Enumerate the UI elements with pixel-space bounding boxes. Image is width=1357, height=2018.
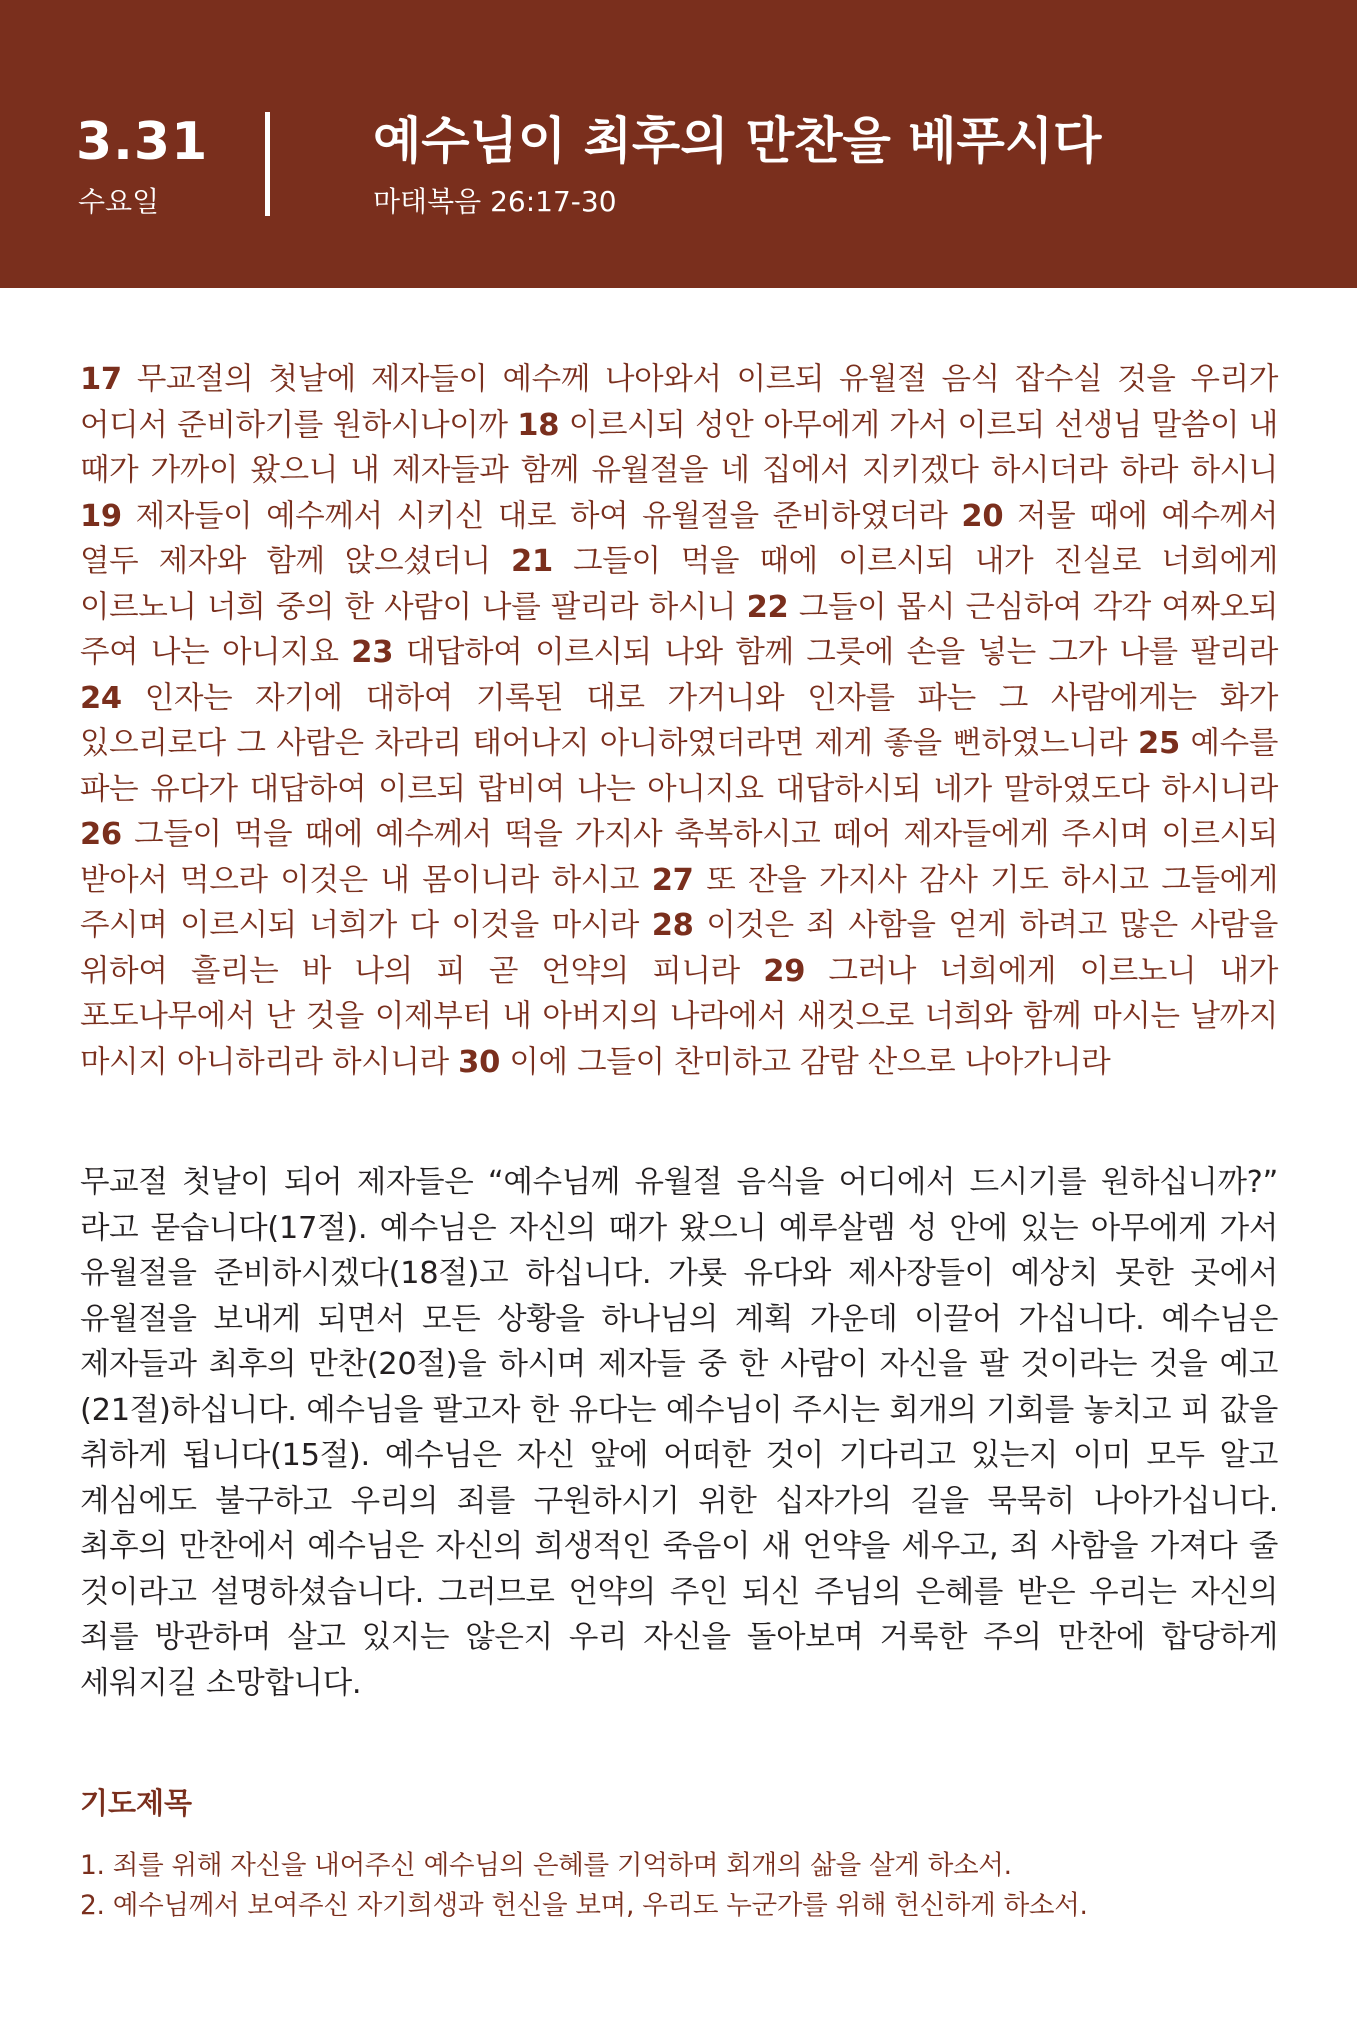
verse-text: 그들이 먹을 때에 이르시되 내가 진실로 너희에게 이르노니 너희 중의 한 사람이 나를 팔리라 하시니 bbox=[80, 544, 1278, 625]
verse-text: 그러나 너희에게 이르노니 내가 포도나무에서 난 것을 이제부터 내 아버지의 나라에서 새것으로 너희와 함께 마시는 날까지 마시지 아니하리라 하시니라 bbox=[80, 953, 1278, 1080]
verse-number: 27 bbox=[651, 862, 694, 898]
verse-number: 19 bbox=[80, 498, 122, 534]
verse-text: 그들이 몹시 근심하여 각각 여짜오되 주여 나는 아니지요 bbox=[80, 589, 1279, 670]
verse-number: 25 bbox=[1138, 726, 1180, 761]
verse-number: 22 bbox=[746, 589, 789, 625]
prayer-heading: 기도제목 bbox=[80, 1786, 193, 1820]
header-divider bbox=[265, 112, 270, 216]
verse-text: 인자는 자기에 대하여 기록된 대로 가거니와 인자를 파는 그 사람에게는 화가 있으리로다 그 사람은 차라리 태어나지 아니하였더라면 제게 좋을 뻔하였느니라 bbox=[80, 680, 1278, 761]
scripture-passage bbox=[80, 357, 1278, 1085]
verse-text: 이것은 죄 사함을 얻게 하려고 많은 사람을 위하여 흘리는 바 나의 피 곧 언약의 피니라 bbox=[80, 908, 1278, 989]
prayer-list bbox=[80, 1846, 1278, 1926]
date: 3.31 bbox=[76, 112, 209, 172]
verse-number: 21 bbox=[511, 544, 553, 579]
verse-text: 저물 때에 예수께서 열두 제자와 함께 앉으셨더니 bbox=[80, 498, 1278, 579]
verse-text: 또 잔을 가지사 감사 기도 하시고 그들에게 주시며 이르시되 너희가 다 이것을 마시라 bbox=[80, 862, 1278, 943]
verse-text: 이르시되 성안 아무에게 가서 이르되 선생님 말씀이 내 때가 가까이 왔으니 내 제자들과 함께 유월절을 네 집에서 지키겠다 하시더라 하라 하시니 bbox=[80, 407, 1278, 488]
verse-text: 제자들이 예수께서 시키신 대로 하여 유월절을 준비하였더라 bbox=[121, 498, 962, 534]
verse-number: 18 bbox=[517, 407, 560, 443]
verse-text: 그들이 먹을 때에 예수께서 떡을 가지사 축복하시고 떼어 제자들에게 주시며 이르시되 받아서 먹으라 이것은 내 몸이니라 하시고 bbox=[80, 817, 1278, 898]
verse-number: 24 bbox=[80, 680, 122, 716]
verse-number: 28 bbox=[651, 908, 694, 943]
header-band bbox=[0, 0, 1357, 288]
verse-number: 29 bbox=[763, 953, 806, 989]
scripture-reference: 마태복음 26:17-30 bbox=[373, 185, 617, 218]
verse-number: 20 bbox=[961, 498, 1004, 534]
weekday: 수요일 bbox=[78, 185, 160, 218]
commentary-text: 무교절 첫날이 되어 제자들은 “예수님께 유월절 음식을 어디에서 드시기를 원하십니까?” 라고 묻습니다(17절). 예수님은 자신의 때가 왔으니 예루살렘 성 안에 있는 아무에게 가서 유월절을 준비하시겠다(18절)고 하십니다. 가룟 유다와 제사장들이 예상치 못한 곳에서 유월절을 보내게 되면서 모든 상황을 하나님의 계획 가운데 이끌어 가십니다. 예수님은 제자들과 최후의 만찬(20절)을 하시며 제자들 중 한 사람이 자신을 팔 것이라는 것을 예고(21절)하십니다. 예수님을 팔고자 한 유다는 예수님이 주시는 회개의 기회를 놓치고 피 값을 취하게 됩니다(15절). 예수님은 자신 앞에 어떠한 것이 기다리고 있는지 이미 모두 알고 계심에도 불구하고 우리의 죄를 구원하시기 위한 십자가의 길을 묵묵히 나아가십니다. 최후의 만찬에서 예수님은 자신의 희생적인 죽음이 새 언약을 세우고, 죄 사함을 가져다 줄 것이라고 설명하셨습니다. 그러므로 언약의 주인 되신 주님의 은혜를 받은 우리는 자신의 죄를 방관하며 살고 있지는 않은지 우리 자신을 돌아보며 거룩한 주의 만찬에 합당하게 세워지길 소망합니다. bbox=[80, 1165, 1278, 1701]
verse-text: 예수를 파는 유다가 대답하여 이르되 랍비여 나는 아니지요 대답하시되 네가 말하였도다 하시니라 bbox=[80, 726, 1278, 807]
verse-number: 17 bbox=[80, 362, 122, 397]
prayer-item: 2. 예수님께서 보여주신 자기희생과 헌신을 보며, 우리도 누군가를 위해 헌신하게 하소서. bbox=[80, 1890, 1088, 1921]
verse-text: 이에 그들이 찬미하고 감람 산으로 나아가니라 bbox=[500, 1044, 1111, 1080]
prayer-item: 1. 죄를 위해 자신을 내어주신 예수님의 은혜를 기억하며 회개의 삶을 살게 하소서. bbox=[80, 1850, 1012, 1881]
verse-text: 대답하여 이르시되 나와 함께 그릇에 손을 넣는 그가 나를 팔리라 bbox=[393, 635, 1278, 670]
verse-number: 23 bbox=[351, 635, 394, 670]
page-title: 예수님이 최후의 만찬을 베푸시다 bbox=[373, 112, 1102, 170]
verse-number: 26 bbox=[80, 817, 122, 852]
verse-text: 무교절의 첫날에 제자들이 예수께 나아와서 이르되 유월절 음식 잡수실 것을 우리가 어디서 준비하기를 원하시나이까 bbox=[80, 362, 1278, 443]
verse-number: 30 bbox=[458, 1044, 500, 1080]
